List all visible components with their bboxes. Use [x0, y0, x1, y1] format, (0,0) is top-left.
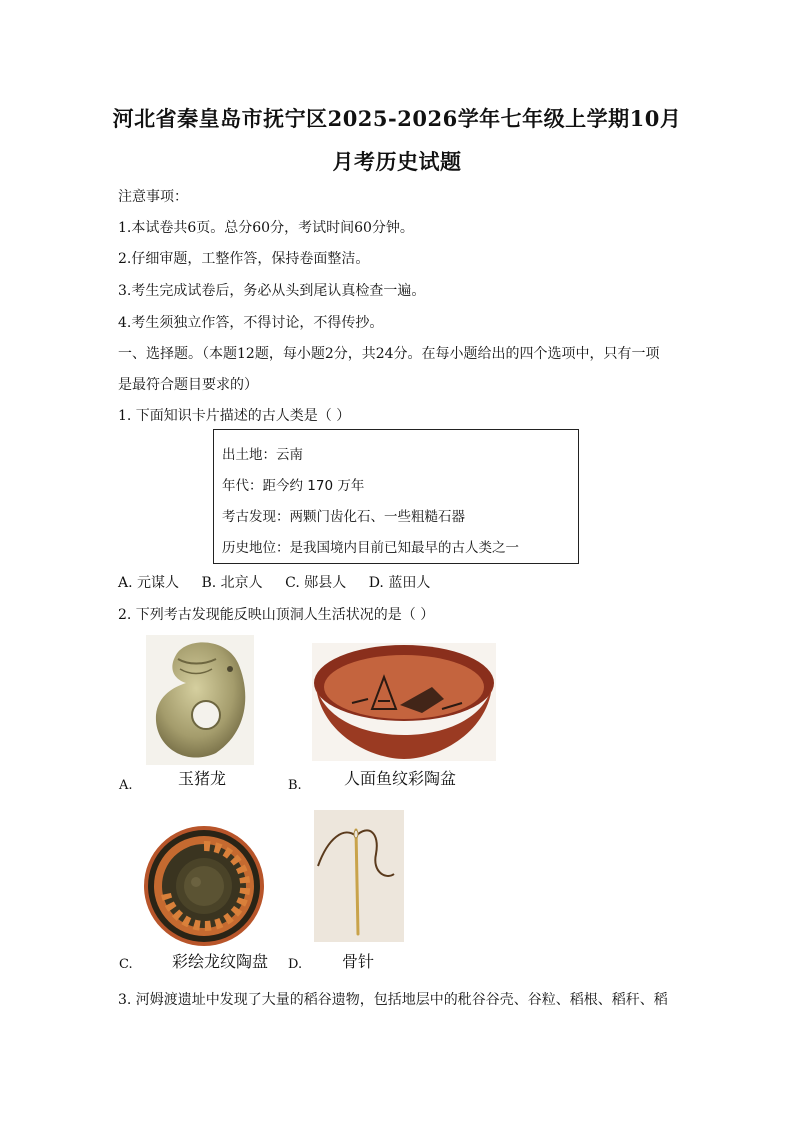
card-row-status: 历史地位：是我国境内目前已知最早的古人类之一	[222, 540, 519, 556]
q1-option-c: C. 郧县人	[285, 575, 347, 591]
option-d-caption: 骨针	[342, 952, 375, 971]
option-a-caption: 玉猪龙	[178, 769, 227, 788]
section-instructions-line-1: 一、选择题。（本题12题，每小题2分，共24分。在每小题给出的四个选项中，只有一项	[118, 346, 660, 362]
note-item-3: 3.考生完成试卷后，务必从头到尾认真检查一遍。	[118, 283, 426, 299]
card-row-age: 年代：距今约 170 万年	[222, 478, 365, 494]
card-row-site: 出土地：云南	[222, 447, 303, 463]
option-d-letter: D.	[288, 957, 303, 972]
note-item-2: 2.仔细审题，工整作答，保持卷面整洁。	[118, 251, 370, 267]
option-c-letter: C.	[119, 957, 133, 972]
question-1-options	[118, 572, 448, 592]
option-b-caption: 人面鱼纹彩陶盆	[344, 769, 457, 788]
dragon-plate-image	[142, 824, 266, 948]
q1-option-a: A. 元谋人	[118, 575, 180, 591]
option-b-letter: B.	[288, 778, 302, 793]
option-a-letter: A.	[119, 778, 133, 793]
section-instructions-line-2: 是最符合题目要求的）	[118, 377, 258, 393]
question-3-stem: 3. 河姆渡遗址中发现了大量的稻谷遗物，包括地层中的秕谷谷壳、谷粒、稻根、稻秆、稻	[118, 992, 668, 1008]
exam-title-line-2: 月考历史试题	[332, 149, 462, 174]
question-1-stem: 1. 下面知识卡片描述的古人类是（ ）	[118, 408, 351, 424]
question-2-stem: 2. 下列考古发现能反映山顶洞人生活状况的是（ ）	[118, 607, 435, 623]
exam-title-line-1: 河北省秦皇岛市抚宁区2025-2026学年七年级上学期10月	[112, 106, 682, 131]
note-item-4: 4.考生须独立作答，不得讨论，不得传抄。	[118, 315, 384, 331]
bone-needle-image	[314, 810, 404, 942]
jade-pig-dragon-image	[146, 635, 254, 765]
card-row-finds: 考古发现：两颗门齿化石、一些粗糙石器	[222, 509, 465, 525]
knowledge-card	[213, 429, 579, 564]
q1-option-d: D. 蓝田人	[368, 575, 431, 591]
q1-option-b: B. 北京人	[201, 575, 263, 591]
notes-heading: 注意事项：	[118, 189, 188, 205]
option-c-caption: 彩绘龙纹陶盘	[172, 952, 269, 971]
fish-face-basin-image	[312, 643, 496, 761]
note-item-1: 1.本试卷共6页。总分60分，考试时间60分钟。	[118, 220, 414, 236]
